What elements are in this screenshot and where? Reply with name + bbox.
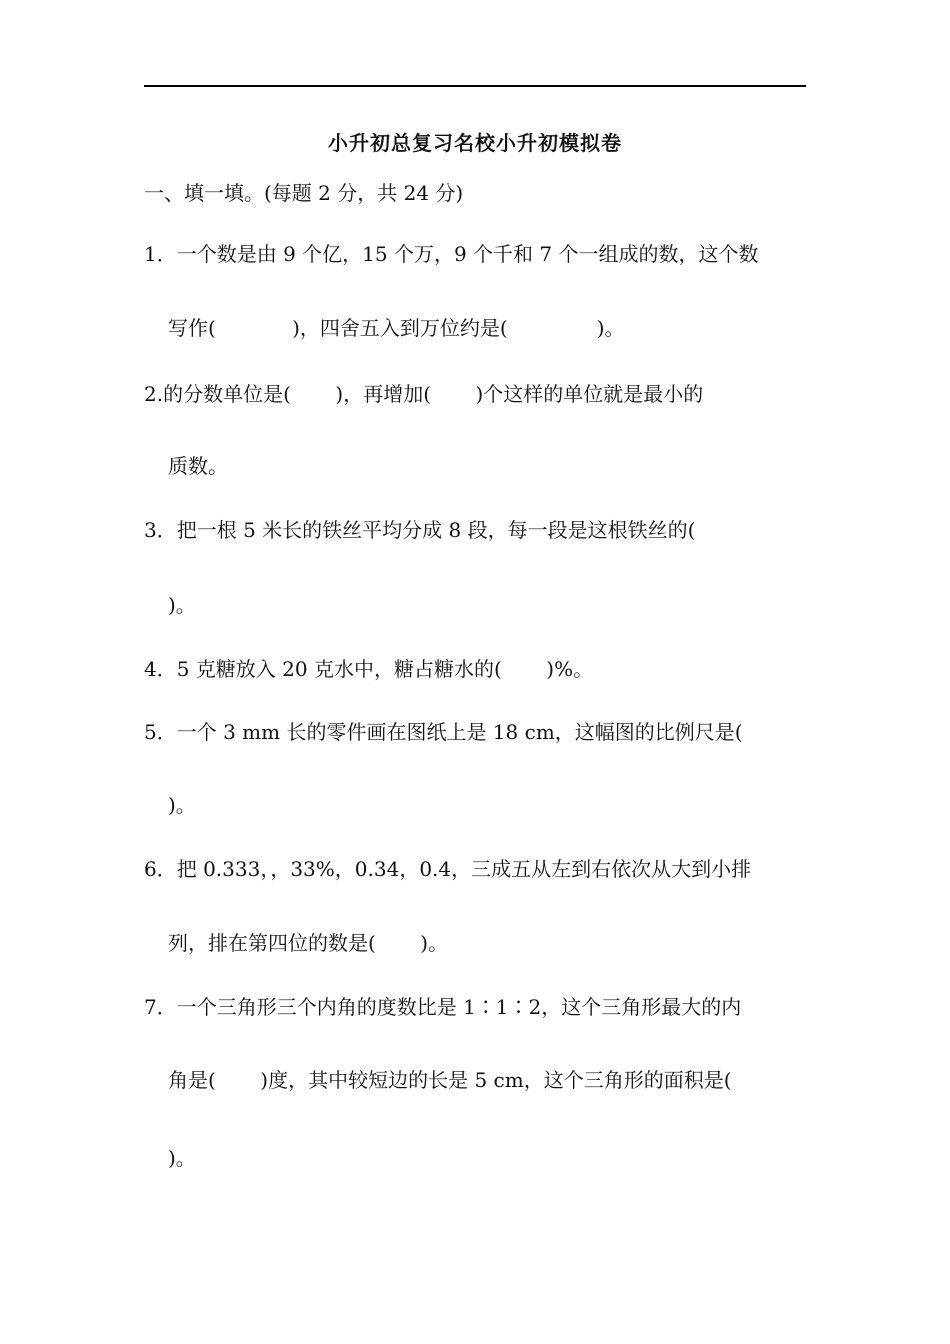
question-5-line-2: )。 [168, 793, 196, 817]
header-rule [144, 85, 806, 87]
section-heading: 一、填一填。(每题 2 分，共 24 分) [144, 181, 464, 205]
question-6-line-2: 列，排在第四位的数是( )。 [168, 931, 449, 955]
question-5-line-1: 5．一个 3 mm 长的零件画在图纸上是 18 cm，这幅图的比例尺是( [144, 720, 743, 744]
question-4-line-1: 4．5 克糖放入 20 克水中，糖占糖水的( )%。 [144, 657, 594, 681]
question-1-line-1: 1．一个数是由 9 个亿，15 个万，9 个千和 7 个一组成的数，这个数 [144, 242, 759, 266]
question-2-line-1: 2.的分数单位是( )，再增加( )个这样的单位就是最小的 [144, 382, 704, 406]
question-7-line-3: )。 [168, 1146, 196, 1170]
page-title: 小升初总复习名校小升初模拟卷 [328, 131, 622, 155]
question-6-line-1: 6．把 0.333，，33%，0.34，0.4，三成五从左到右依次从大到小排 [144, 857, 752, 881]
question-2-line-2: 质数。 [168, 454, 228, 478]
question-3-line-1: 3．把一根 5 米长的铁丝平均分成 8 段，每一段是这根铁丝的( [144, 518, 696, 542]
question-1-line-2: 写作( )，四舍五入到万位约是( )。 [168, 316, 625, 340]
question-7-line-1: 7．一个三角形三个内角的度数比是 1∶1∶2，这个三角形最大的内 [144, 995, 742, 1019]
question-3-line-2: )。 [168, 593, 196, 617]
question-7-line-2: 角是( )度，其中较短边的长是 5 cm，这个三角形的面积是( [168, 1068, 732, 1092]
